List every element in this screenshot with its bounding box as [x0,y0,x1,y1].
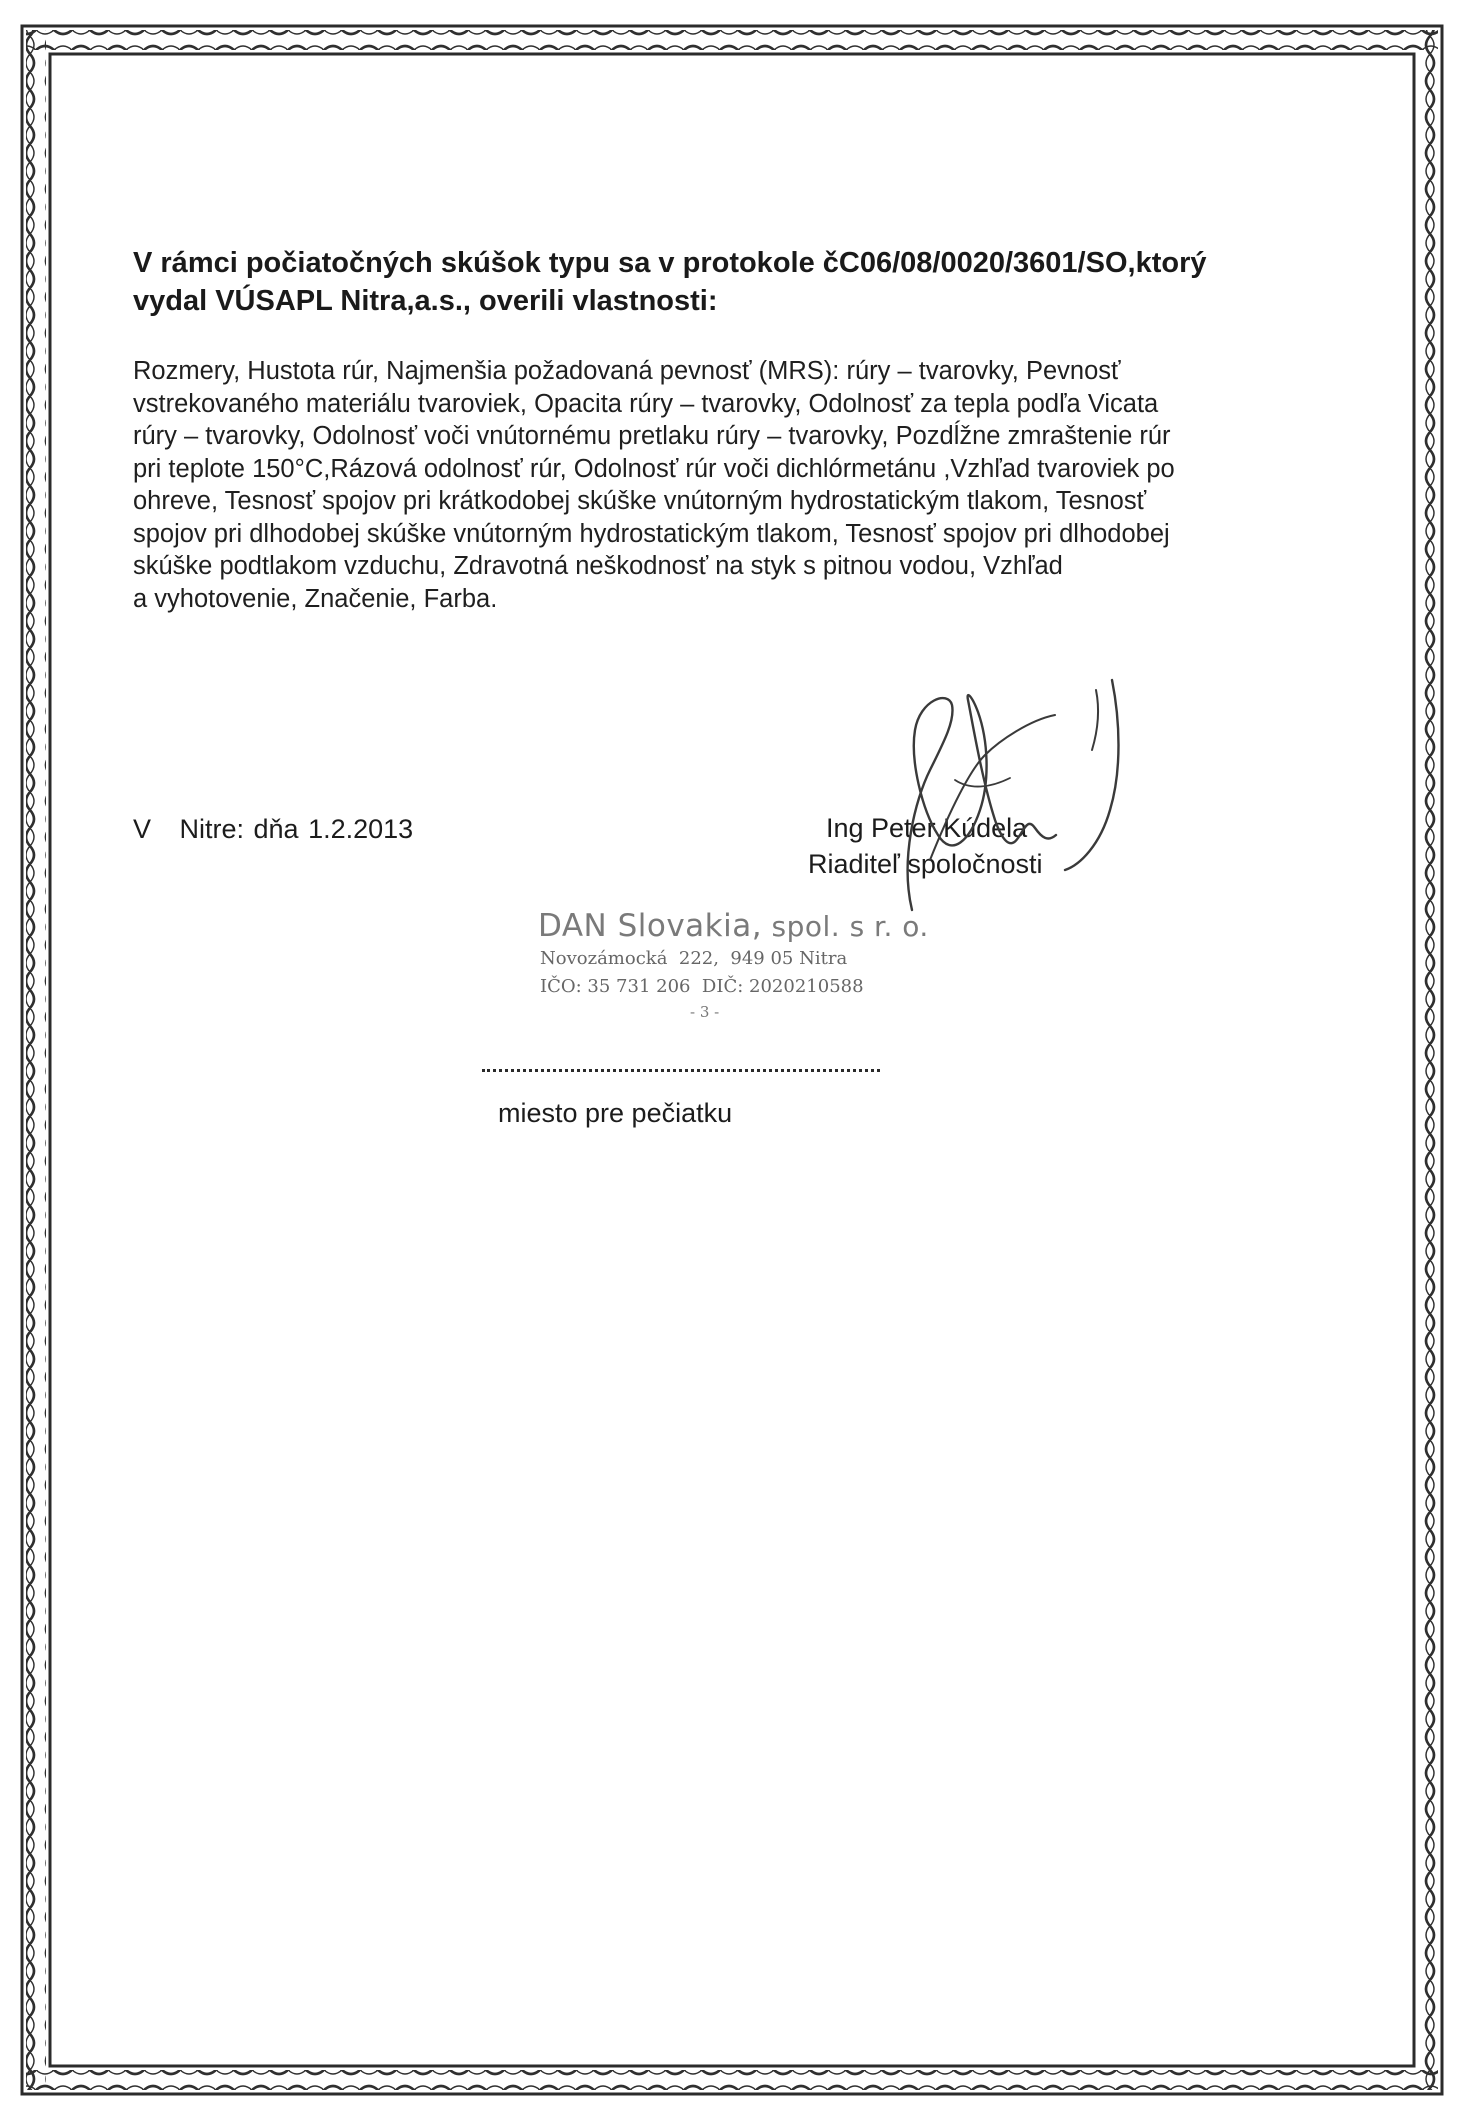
document-heading [133,244,1333,320]
stamp-company-ids: IČO: 35 731 206 DIČ: 2020210588 [540,976,864,997]
verified-properties-paragraph [133,355,1353,615]
company-stamp [538,908,929,1023]
stamp-company-suffix: spol. s r. o. [762,910,929,943]
stamp-place-label: miesto pre pečiatku [498,1098,733,1128]
stamp-address: Novozámocká 222, 949 05 Nitra [540,948,848,969]
signer-title: Riaditeľ spoločnosti [808,849,1043,879]
stamp-company-main: DAN Slovakia, [538,908,763,944]
place-and-date: V Nitre: dňa 1.2.2013 [133,814,414,844]
paragraph-line: vstrekovaného materiálu tvaroviek, Opacita rúry – tvarovky, Odolnosť za tepla podľa Vicata [133,389,1159,418]
stamp-company-name [538,908,929,945]
paragraph-line: Rozmery, Hustota rúr, Najmenšia požadovaná pevnosť (MRS): rúry – tvarovky, Pevnosť [133,357,1121,385]
page-number: - 3 - [690,1003,720,1021]
signer-name: Ing Peter Kúdela [826,813,1028,843]
paragraph-line: pri teplote 150°C,Rázová odolnosť rúr, Odolnosť rúr voči dichlórmetánu ,Vzhľad tvaroviek po [133,454,1175,483]
heading-line-1: V rámci počiatočných skúšok typu sa v protokole čC06/08/0020/3601/SO,ktorý [133,247,1207,279]
handwritten-signature [860,660,1180,920]
paragraph-line: a vyhotovenie, Značenie, Farba. [133,584,498,613]
stamp-dotted-line [482,1069,880,1072]
paragraph-line: ohreve, Tesnosť spojov pri krátkodobej skúške vnútorným hydrostatickým tlakom, Tesnosť [133,487,1147,515]
paragraph-line: skúške podtlakom vzduchu, Zdravotná neškodnosť na styk s pitnou vodou, Vzhľad [133,552,1063,580]
heading-line-2: vydal VÚSAPL Nitra,a.s., overili vlastnosti: [133,285,718,317]
paragraph-line: rúry – tvarovky, Odolnosť voči vnútornému pretlaku rúry – tvarovky, Pozdĺžne zmraštenie rúr [133,422,1171,450]
paragraph-line: spojov pri dlhodobej skúške vnútorným hydrostatickým tlakom, Tesnosť spojov pri dlhodobej [133,519,1170,548]
